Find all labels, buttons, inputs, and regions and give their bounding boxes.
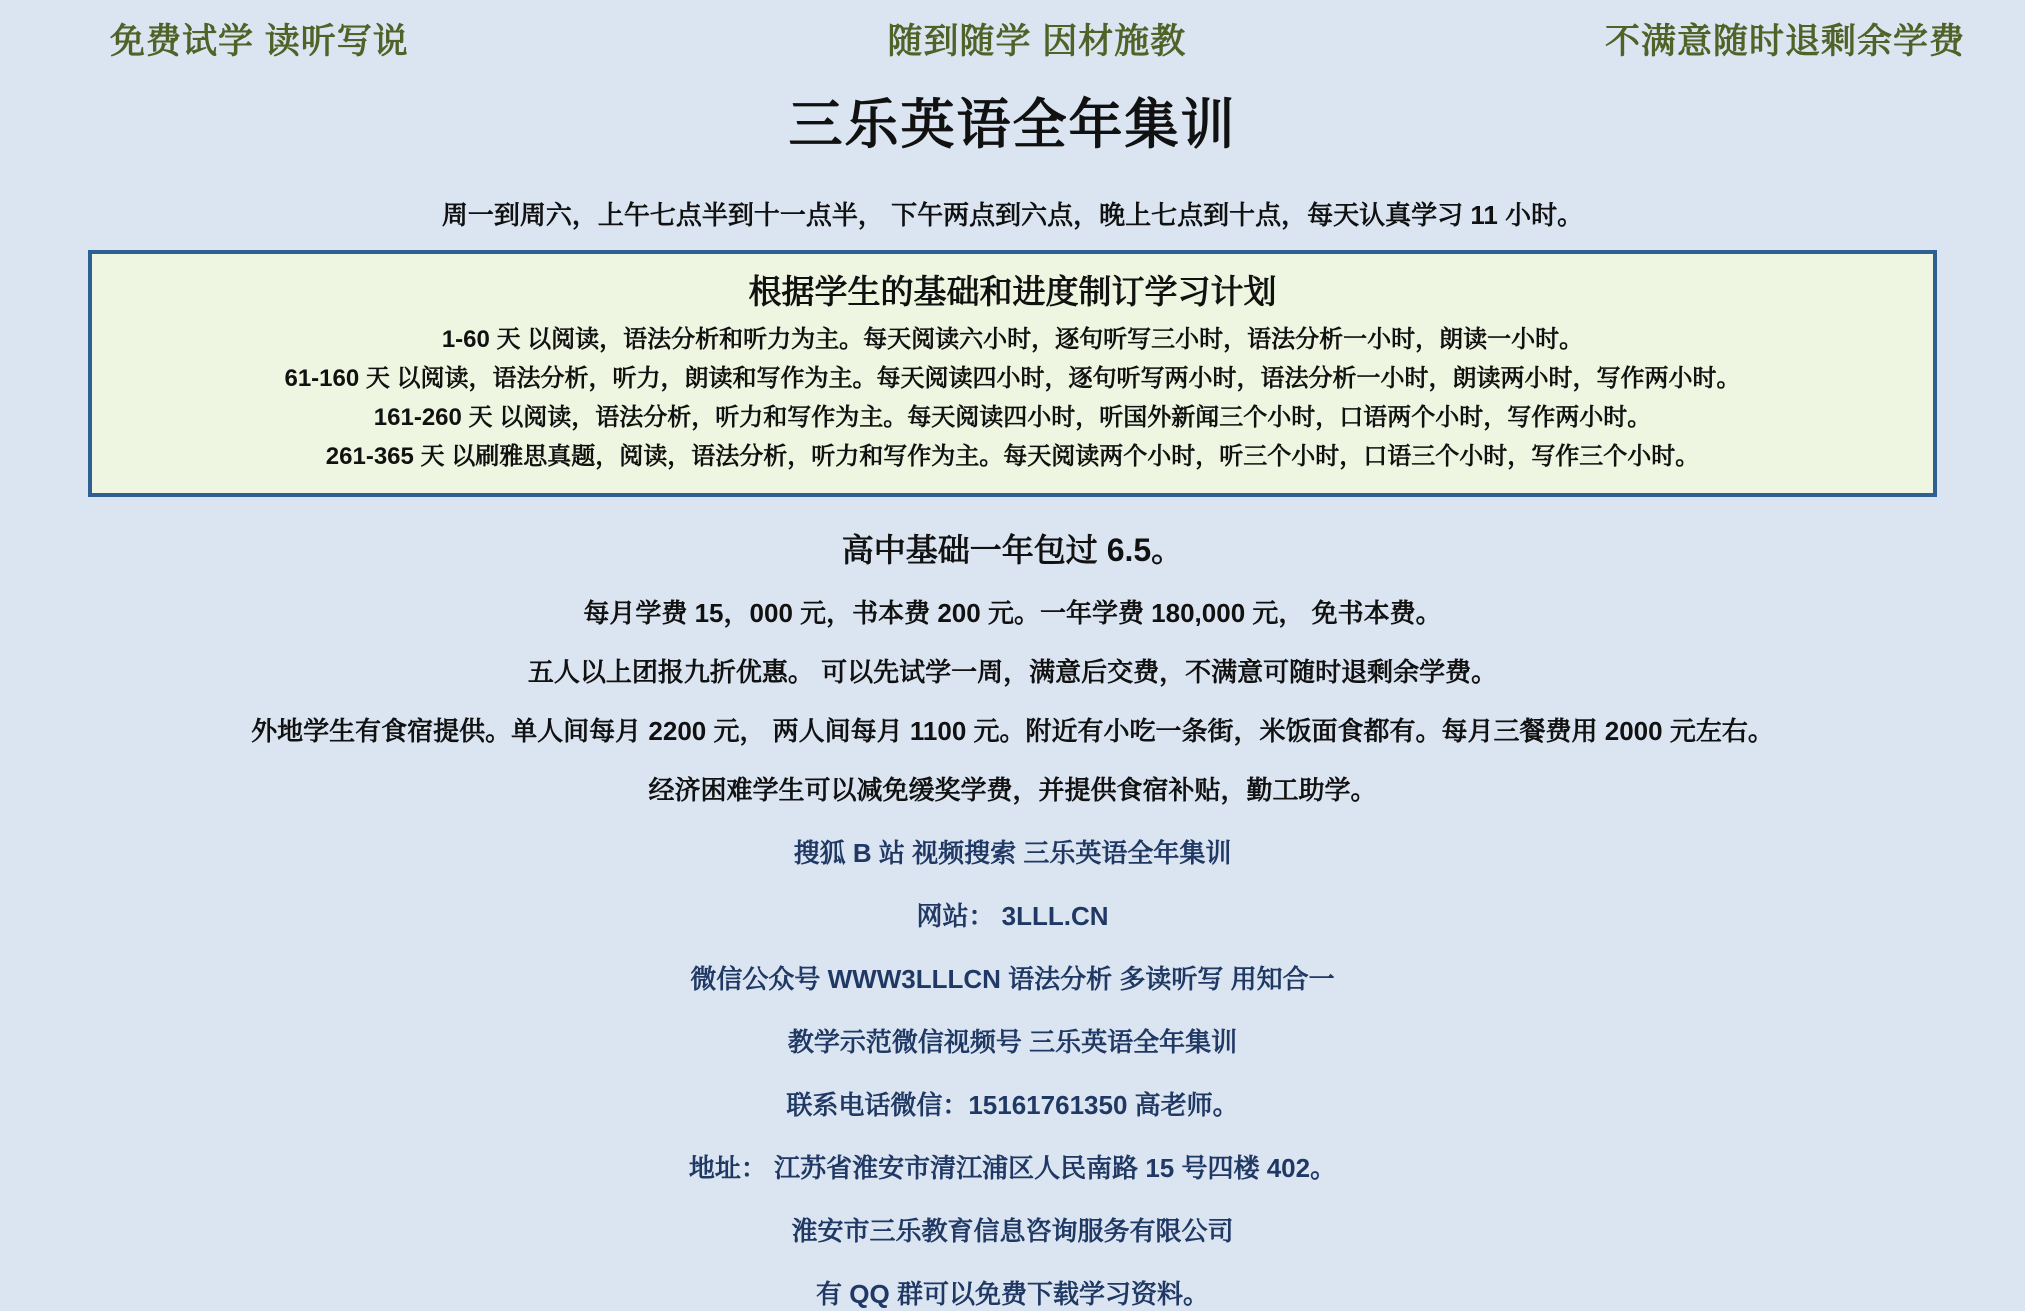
study-plan-line: 161-260 天 以阅读，语法分析，听力和写作为主。每天阅读四小时，听国外新闻三个小时，口语两个小时，写作两小时。	[373, 403, 1652, 431]
discount-line: 五人以上团报九折优惠。 可以先试学一周，满意后交费，不满意可随时退剩余学费。	[527, 656, 1498, 687]
study-plan-line: 61-160 天 以阅读，语法分析，听力，朗读和写作为主。每天阅读四小时，逐句听写两小时，语法分析一小时，朗读两小时，写作两小时。	[284, 364, 1741, 392]
company-name-line: 淮安市三乐教育信息咨询服务有限公司	[791, 1215, 1234, 1246]
video-search-line: 搜狐 B 站 视频搜索 三乐英语全年集训	[793, 837, 1232, 868]
slogan-row	[0, 0, 2025, 64]
wechat-official-account-line: 微信公众号 WWW3LLLCN 语法分析 多读听写 用知合一	[690, 963, 1335, 994]
slogan-center: 随到随学 因材施教	[887, 22, 1187, 61]
qq-group-line: 有 QQ 群可以免费下载学习资料。	[816, 1278, 1209, 1309]
guarantee-line: 高中基础一年包过 6.5。	[841, 531, 1184, 568]
study-plan-line: 261-365 天 以刷雅思真题，阅读，语法分析，听力和写作为主。每天阅读两个小时，听三个小时，口语三个小时，写作三个小时。	[325, 442, 1700, 470]
address-line: 地址： 江苏省淮安市清江浦区人民南路 15 号四楼 402。	[688, 1152, 1337, 1183]
financial-aid-line: 经济困难学生可以减免缓奖学费，并提供食宿补贴，勤工助学。	[648, 774, 1377, 805]
slogan-left: 免费试学 读听写说	[110, 22, 409, 61]
accommodation-line: 外地学生有食宿提供。单人间每月 2200 元， 两人间每月 1100 元。附近有小吃一条街，米饭面食都有。每月三餐费用 2000 元左右。	[251, 715, 1774, 746]
wechat-video-channel-line: 教学示范微信视频号 三乐英语全年集训	[787, 1026, 1238, 1057]
page-title: 三乐英语全年集训	[788, 95, 1237, 155]
study-plan-line: 1-60 天 以阅读，语法分析和听力为主。每天阅读六小时，逐句听写三小时，语法分析一小时，朗读一小时。	[441, 326, 1584, 353]
website-line[interactable]: 网站： 3LLL.CN	[916, 900, 1109, 931]
study-plan-title: 根据学生的基础和进度制订学习计划	[748, 273, 1277, 310]
tuition-line: 每月学费 15，000 元，书本费 200 元。一年学费 180,000 元， 免书本费。	[583, 597, 1442, 628]
study-plan-box	[88, 250, 1937, 497]
phone-wechat-line: 联系电话微信：15161761350 高老师。	[786, 1089, 1239, 1120]
schedule-line: 周一到周六，上午七点半到十一点半， 下午两点到六点，晚上七点到十点，每天认真学习 11 小时。	[441, 200, 1584, 230]
slogan-right: 不满意随时退剩余学费	[1604, 22, 1965, 61]
